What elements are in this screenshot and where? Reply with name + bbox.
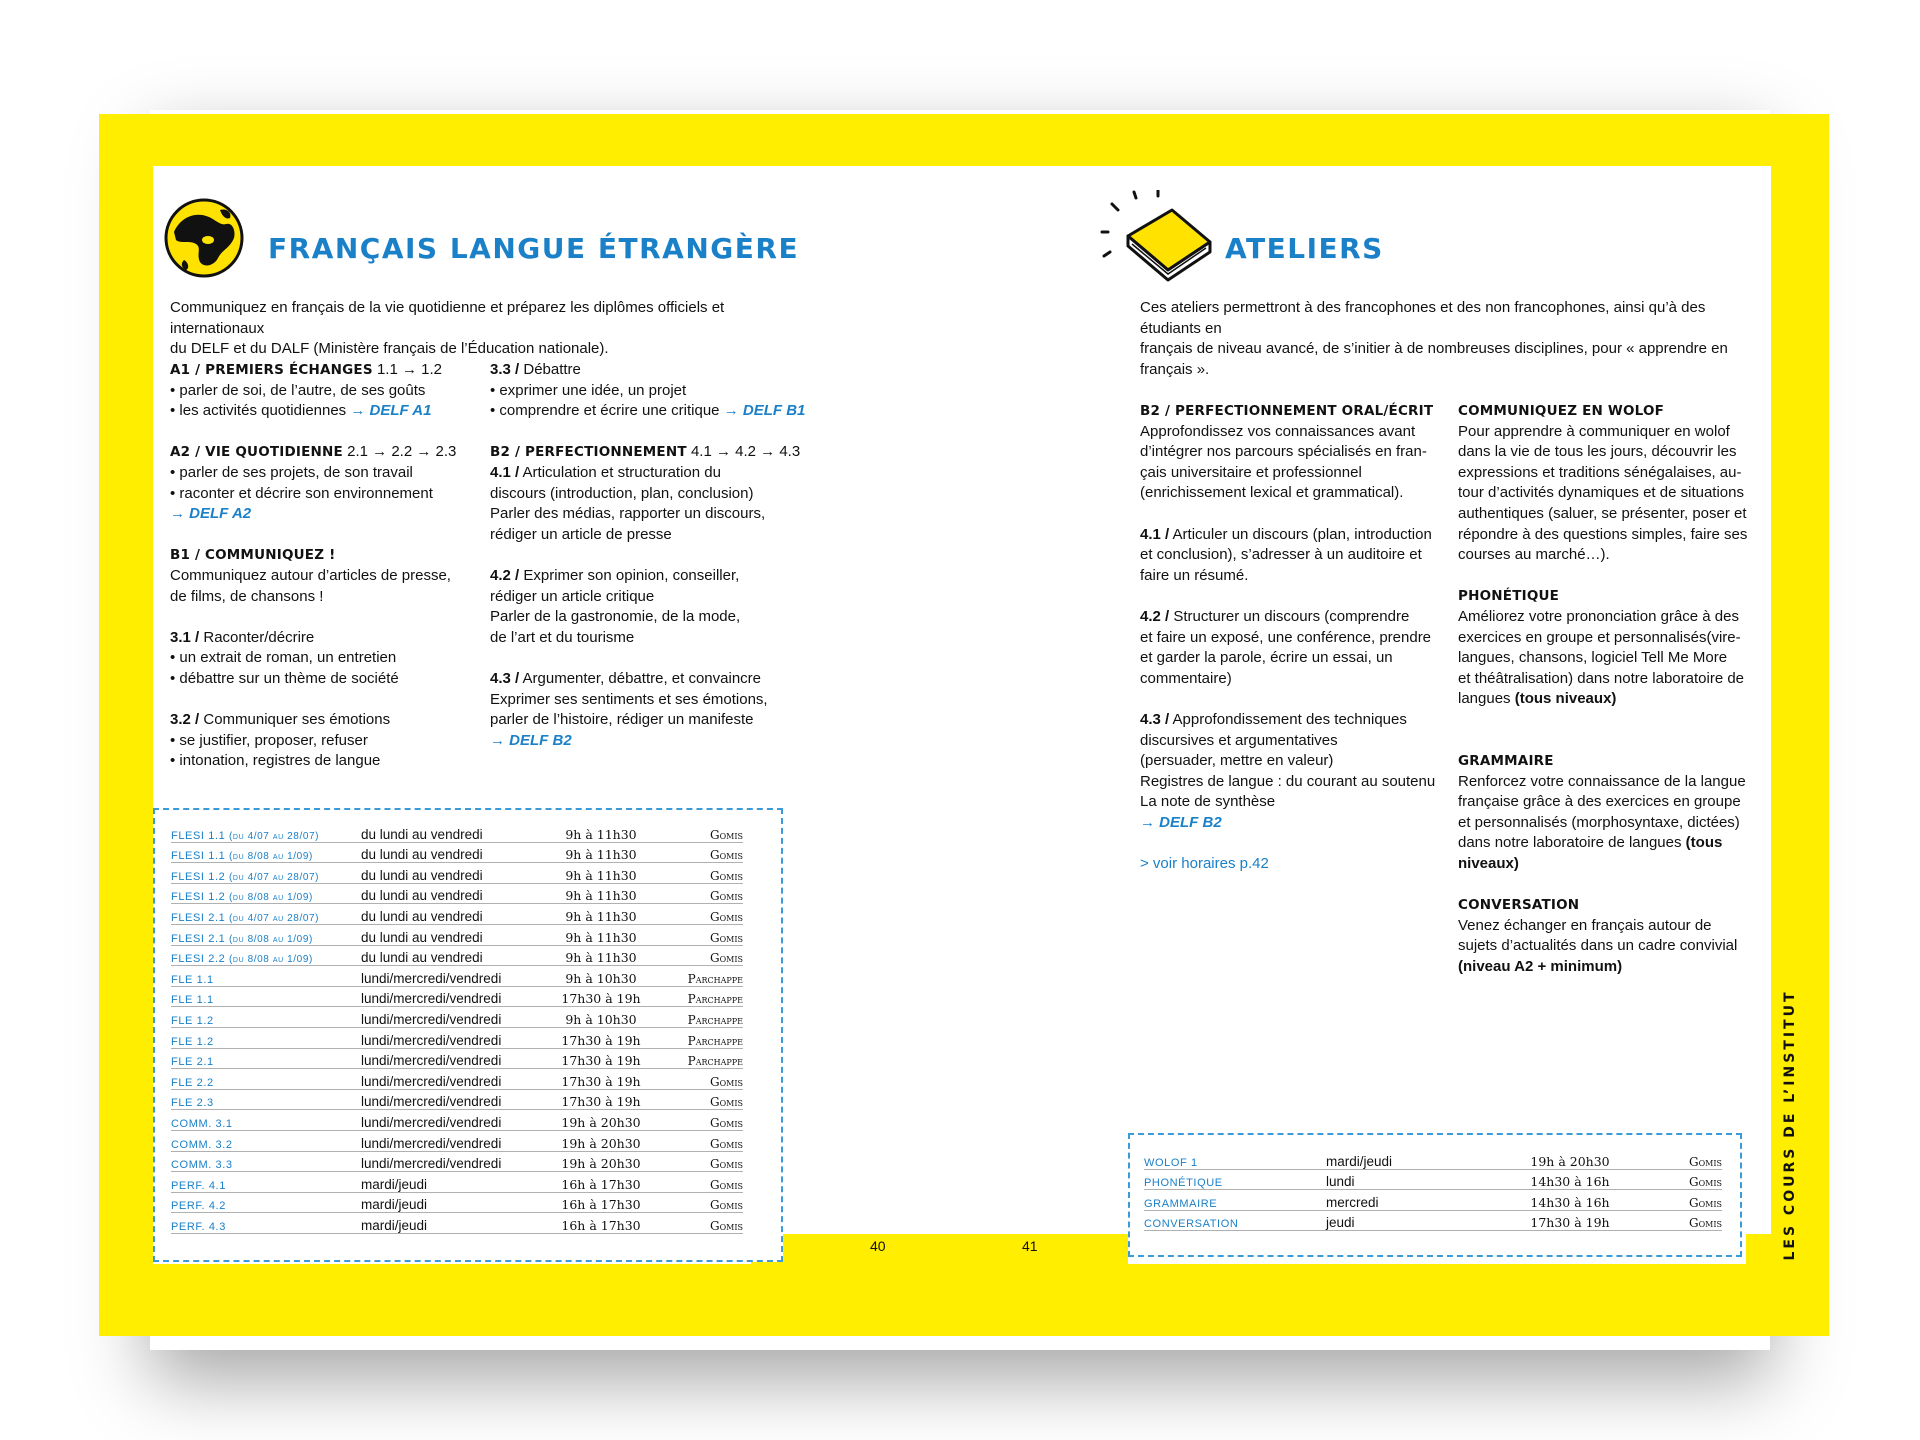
a1-line: • parler de soi, de l’autre, de ses goûts (170, 381, 426, 399)
s42-line: de l’art et du tourisme (490, 628, 635, 646)
course-time: 16h à 17h30 (541, 1192, 661, 1213)
a2-line: • parler de ses projets, de son travail (170, 463, 413, 481)
course-teacher: Parchappe (661, 1027, 743, 1048)
schedule-row (171, 1048, 743, 1069)
course-code-text: PERF. 4.2 (171, 1200, 226, 1213)
globe-icon (160, 196, 256, 280)
left-column-2 (490, 360, 810, 751)
course-days: mardi/jeudi (1326, 1149, 1496, 1169)
course-days: du lundi au vendredi (361, 863, 541, 884)
sidebar-label: LES COURS DE L’INSTITUT (1782, 989, 1798, 1261)
grammaire-level: (tous (1685, 834, 1723, 852)
schedule-row (171, 1027, 743, 1048)
s43-line: parler de l’histoire, rédiger un manifeste (490, 711, 754, 729)
course-code (171, 883, 361, 904)
schedule-row (171, 966, 743, 987)
s41-line: discours (introduction, plan, conclusion) (490, 484, 754, 502)
grammaire-heading: GRAMMAIRE (1458, 753, 1554, 770)
course-code (171, 945, 361, 966)
schedule-row (171, 924, 743, 945)
course-code-text: FLESI 2.1 (171, 932, 226, 945)
conversation-line: sujets d’actualités dans un cadre convivial (1458, 937, 1738, 955)
s32-number: 3.2 / (170, 711, 200, 729)
course-days: mardi/jeudi (361, 1172, 541, 1193)
schedule-row (1144, 1169, 1722, 1190)
schedule-row (171, 1151, 743, 1172)
s43-number: 4.3 / (490, 669, 520, 687)
schedule-row (171, 1172, 743, 1193)
conversation-level: (niveau A2 + minimum) (1458, 958, 1623, 976)
section-sidebar (1776, 989, 1804, 1261)
s42-line: rédiger un article critique (490, 587, 655, 605)
course-days: lundi/mercredi/vendredi (361, 1151, 541, 1172)
r-s43-line: (persuader, mettre en valeur) (1140, 752, 1334, 770)
b2-heading: B2 / PERFECTIONNEMENT (490, 444, 687, 461)
schedule-row (1144, 1210, 1722, 1231)
course-time: 9h à 11h30 (541, 822, 661, 842)
course-time: 16h à 17h30 (541, 1213, 661, 1234)
schedule-row (171, 945, 743, 966)
phonetique-line: langues, chansons, logiciel Tell Me More (1458, 649, 1728, 667)
course-days: jeudi (1326, 1210, 1496, 1231)
course-teacher: Gomis (661, 1089, 743, 1110)
course-time: 19h à 20h30 (541, 1110, 661, 1131)
page-number-left: 40 (870, 1238, 886, 1254)
delf-a2-link[interactable]: → DELF A2 (170, 505, 252, 523)
course-time: 9h à 11h30 (541, 863, 661, 884)
r-delf-b2-link[interactable]: → DELF B2 (1140, 813, 1222, 831)
left-schedule-box (153, 808, 783, 1262)
course-time: 17h30 à 19h (541, 986, 661, 1007)
course-time: 17h30 à 19h (1496, 1210, 1644, 1231)
course-time: 19h à 20h30 (541, 1130, 661, 1151)
schedule-row (171, 1089, 743, 1110)
a2-levels: 2.1 → 2.2 → 2.3 (347, 443, 457, 461)
course-code-text: FLE 2.1 (171, 1056, 214, 1069)
course-code (1144, 1169, 1326, 1190)
grammaire-line: Renforcez votre connaissance de la langue (1458, 772, 1746, 790)
a2-line: • raconter et décrire son environnement (170, 484, 433, 502)
b1-heading: B1 / COMMUNIQUEZ ! (170, 547, 336, 564)
s41-title: Articulation et structuration du (519, 463, 721, 481)
r-s43-title: Approfondissement des techniques (1169, 710, 1407, 728)
r-s42-line: commentaire) (1140, 669, 1232, 687)
course-time: 17h30 à 19h (541, 1069, 661, 1090)
s33-line: • comprendre et écrire une critique (490, 402, 720, 420)
course-teacher: Gomis (661, 883, 743, 904)
course-days: lundi/mercredi/vendredi (361, 1007, 541, 1028)
course-time: 9h à 11h30 (541, 945, 661, 966)
course-code (171, 1027, 361, 1048)
s41-line: Parler des médias, rapporter un discours, (490, 505, 766, 523)
course-code (171, 1048, 361, 1069)
b2-levels: 4.1 → 4.2 → 4.3 (690, 443, 801, 461)
course-code (171, 822, 361, 842)
r-s43-number: 4.3 / (1140, 710, 1170, 728)
course-code (171, 863, 361, 884)
course-days: lundi/mercredi/vendredi (361, 966, 541, 987)
left-section-title: FRANÇAIS LANGUE ÉTRANGÈRE (268, 232, 800, 265)
schedule-row (1144, 1190, 1722, 1211)
schedule-row (171, 1007, 743, 1028)
schedule-row (171, 1192, 743, 1213)
grammaire-line: française grâce à des exercices en groupe (1458, 793, 1741, 811)
s31-line: • débattre sur un thème de société (170, 669, 399, 687)
s31-line: • un extrait de roman, un entretien (170, 649, 397, 667)
s43-line: Exprimer ses sentiments et ses émotions, (490, 690, 768, 708)
course-time: 14h30 à 16h (1496, 1169, 1644, 1190)
course-code-text: PERF. 4.3 (171, 1220, 226, 1233)
course-days: du lundi au vendredi (361, 945, 541, 966)
course-code (171, 1151, 361, 1172)
course-teacher: Gomis (1644, 1169, 1722, 1190)
course-dates: (du 4/07 au 28/07) (228, 871, 320, 883)
r-s41-number: 4.1 / (1140, 525, 1170, 543)
right-intro-line: Ces ateliers permettront à des francophones et des non francophones, ainsi qu’à des étudiants en (1140, 299, 1706, 337)
s33-number: 3.3 / (490, 361, 520, 378)
course-code-text: COMM. 3.2 (171, 1138, 233, 1151)
course-code (171, 1110, 361, 1131)
s32-line: • intonation, registres de langue (170, 752, 381, 770)
s41-number: 4.1 / (490, 463, 520, 481)
left-intro-line: Communiquez en français de la vie quotidienne et préparez les diplômes officiels et internationaux (170, 299, 725, 337)
course-code-text: FLE 1.2 (171, 1035, 214, 1048)
course-dates: (du 8/08 au 1/09) (228, 851, 313, 863)
course-teacher: Gomis (661, 1151, 743, 1172)
course-code (171, 1172, 361, 1193)
page-number-right: 41 (1022, 1238, 1038, 1254)
course-time: 19h à 20h30 (541, 1151, 661, 1172)
course-time: 16h à 17h30 (541, 1172, 661, 1193)
course-time: 17h30 à 19h (541, 1089, 661, 1110)
course-days: du lundi au vendredi (361, 842, 541, 863)
horaires-link[interactable]: > voir horaires p.42 (1140, 855, 1269, 873)
course-code (171, 1192, 361, 1213)
schedule-row (1144, 1149, 1722, 1169)
a1-levels: 1.1 → 1.2 (376, 361, 442, 378)
course-dates: (du 8/08 au 1/09) (228, 933, 313, 945)
course-days: lundi/mercredi/vendredi (361, 1048, 541, 1069)
course-days: mercredi (1326, 1190, 1496, 1211)
course-code-text: PHONÉTIQUE (1144, 1177, 1223, 1190)
course-dates: (du 4/07 au 28/07) (228, 830, 320, 842)
s33-title: Débattre (519, 361, 581, 378)
s33-line: • exprimer une idée, un projet (490, 381, 687, 399)
s42-line: Parler de la gastronomie, de la mode, (490, 608, 741, 626)
phonetique-line: et théâtralisation) dans notre laboratoire de (1458, 669, 1745, 687)
a2-heading: A2 / VIE QUOTIDIENNE (170, 444, 343, 461)
r-s42-line: et garder la parole, écrire un essai, un (1140, 649, 1393, 667)
course-days: lundi/mercredi/vendredi (361, 1130, 541, 1151)
r-s42-line: et faire un exposé, une conférence, prendre (1140, 628, 1432, 646)
grammaire-line: dans notre laboratoire de langues (1458, 834, 1686, 852)
right-section-title: ATELIERS (1225, 232, 1384, 265)
course-teacher: Parchappe (661, 1048, 743, 1069)
grammaire-line: et personnalisés (morphosyntaxe, dictées) (1458, 813, 1740, 831)
course-teacher: Gomis (1644, 1190, 1722, 1211)
r-s43-line: Registres de langue : du courant au soutenu (1140, 772, 1436, 790)
schedule-row (171, 863, 743, 884)
right-intro-line: français de niveau avancé, de s’initier à de nombreuses disciplines, pour « apprendre en français ». (1140, 340, 1728, 378)
grammaire-level: niveaux) (1458, 855, 1519, 873)
course-time: 9h à 11h30 (541, 904, 661, 925)
b2-oral-line: d’intégrer nos parcours spécialisés en fran- (1140, 443, 1427, 461)
course-code-text: FLE 1.2 (171, 1014, 214, 1027)
course-teacher: Gomis (661, 822, 743, 842)
phonetique-heading: PHONÉTIQUE (1458, 588, 1560, 605)
course-days: lundi/mercredi/vendredi (361, 986, 541, 1007)
course-code-text: CONVERSATION (1144, 1218, 1239, 1231)
course-teacher: Gomis (661, 1213, 743, 1234)
schedule-row (171, 904, 743, 925)
course-code-text: FLE 1.1 (171, 973, 214, 986)
course-time: 9h à 11h30 (541, 924, 661, 945)
course-code (1144, 1190, 1326, 1211)
right-column-1 (1140, 401, 1440, 875)
r-s41-line: et conclusion), s’adresser à un auditoire et (1140, 546, 1422, 564)
course-code-text: FLESI 2.2 (171, 953, 226, 966)
course-code (171, 986, 361, 1007)
book-icon (1098, 190, 1228, 286)
course-teacher: Gomis (661, 863, 743, 884)
conversation-line: Venez échanger en français autour de (1458, 916, 1712, 934)
wolof-line: courses au marché…). (1458, 546, 1610, 564)
course-days: du lundi au vendredi (361, 883, 541, 904)
course-time: 19h à 20h30 (1496, 1149, 1644, 1169)
course-code (171, 966, 361, 987)
r-s43-line: La note de synthèse (1140, 793, 1276, 811)
b2-oral-line: (enrichissement lexical et grammatical). (1140, 484, 1404, 502)
phonetique-level: (tous niveaux) (1514, 690, 1617, 708)
phonetique-line: exercices en groupe et personnalisés(vire- (1458, 628, 1741, 646)
right-intro (1140, 298, 1760, 380)
course-code (171, 1069, 361, 1090)
course-code-text: FLESI 1.2 (171, 870, 226, 883)
course-days: du lundi au vendredi (361, 904, 541, 925)
course-teacher: Gomis (1644, 1149, 1722, 1169)
course-code-text: FLE 1.1 (171, 994, 214, 1007)
s42-title: Exprimer son opinion, conseiller, (519, 566, 740, 584)
course-code-text: WOLOF 1 (1144, 1156, 1198, 1169)
left-schedule-table (171, 822, 743, 1234)
course-dates: (du 8/08 au 1/09) (228, 892, 313, 904)
delf-b1-link[interactable]: → DELF B1 (723, 402, 806, 420)
schedule-row (171, 822, 743, 842)
course-teacher: Gomis (661, 1192, 743, 1213)
course-teacher: Gomis (661, 1172, 743, 1193)
course-teacher: Gomis (661, 1069, 743, 1090)
course-code-text: GRAMMAIRE (1144, 1197, 1218, 1210)
delf-a1-link[interactable]: → DELF A1 (350, 402, 432, 420)
schedule-row (171, 1213, 743, 1234)
left-intro-line: du DELF et du DALF (Ministère français de l’Éducation nationale). (170, 340, 609, 358)
course-code-text: COMM. 3.1 (171, 1117, 233, 1130)
schedule-row (171, 1069, 743, 1090)
s31-number: 3.1 / (170, 628, 200, 646)
course-code-text: FLE 2.3 (171, 1097, 214, 1110)
wolof-line: expressions et traditions sénégalaises, au- (1458, 463, 1742, 481)
schedule-row (171, 986, 743, 1007)
s31-title: Raconter/décrire (199, 628, 315, 646)
course-teacher: Gomis (661, 904, 743, 925)
s32-line: • se justifier, proposer, refuser (170, 731, 368, 749)
course-teacher: Parchappe (661, 966, 743, 987)
wolof-line: Pour apprendre à communiquer en wolof (1458, 422, 1730, 440)
course-code-text: FLESI 1.2 (171, 891, 226, 904)
course-code (171, 1213, 361, 1234)
course-teacher: Gomis (1644, 1210, 1722, 1231)
phonetique-line: Améliorez votre prononciation grâce à des (1458, 607, 1739, 625)
right-schedule-table (1144, 1149, 1722, 1231)
course-time: 17h30 à 19h (541, 1027, 661, 1048)
course-time: 9h à 11h30 (541, 842, 661, 863)
course-time: 14h30 à 16h (1496, 1190, 1644, 1211)
course-code-text: COMM. 3.3 (171, 1159, 233, 1172)
course-dates: (du 4/07 au 28/07) (228, 912, 320, 924)
left-intro (170, 298, 810, 360)
right-schedule-box (1128, 1133, 1742, 1257)
course-days: lundi/mercredi/vendredi (361, 1110, 541, 1131)
b1-line: de films, de chansons ! (170, 587, 324, 605)
phonetique-line: langues (1458, 690, 1515, 708)
course-days: lundi/mercredi/vendredi (361, 1069, 541, 1090)
b2-oral-line: çais universitaire et professionnel (1140, 463, 1362, 481)
b2-oral-heading: B2 / PERFECTIONNEMENT ORAL/ÉCRIT (1140, 403, 1434, 419)
course-code (171, 1130, 361, 1151)
course-code (171, 904, 361, 925)
course-days: lundi/mercredi/vendredi (361, 1089, 541, 1110)
course-teacher: Gomis (661, 842, 743, 863)
course-time: 9h à 10h30 (541, 966, 661, 987)
b2-oral-line: Approfondissez vos connaissances avant (1140, 422, 1416, 440)
course-dates: (du 8/08 au 1/09) (228, 954, 313, 966)
schedule-row (171, 1110, 743, 1131)
s32-title: Communiquer ses émotions (199, 711, 391, 729)
wolof-heading: COMMUNIQUEZ EN WOLOF (1458, 403, 1665, 419)
course-code (171, 924, 361, 945)
r-s42-title: Structurer un discours (comprendre (1169, 607, 1410, 625)
course-time: 9h à 11h30 (541, 883, 661, 904)
right-column-2 (1458, 401, 1758, 978)
r-s42-number: 4.2 / (1140, 607, 1170, 625)
course-code-text: FLE 2.2 (171, 1076, 214, 1089)
wolof-line: dans la vie de tous les jours, découvrir les (1458, 443, 1737, 461)
course-days: du lundi au vendredi (361, 822, 541, 842)
course-code (171, 842, 361, 863)
s42-number: 4.2 / (490, 566, 520, 584)
left-column-1 (170, 360, 480, 772)
course-teacher: Gomis (661, 945, 743, 966)
s41-line: rédiger un article de presse (490, 525, 672, 543)
a1-line: • les activités quotidiennes (170, 402, 347, 420)
schedule-row (171, 883, 743, 904)
course-code-text: FLESI 2.1 (171, 911, 226, 924)
course-code (1144, 1210, 1326, 1231)
course-code (1144, 1149, 1326, 1169)
course-teacher: Gomis (661, 924, 743, 945)
wolof-line: tour d’activités dynamiques et de situations (1458, 484, 1744, 502)
course-teacher: Parchappe (661, 986, 743, 1007)
delf-b2-link[interactable]: → DELF B2 (490, 731, 572, 749)
course-code (171, 1089, 361, 1110)
r-s43-line: discursives et argumentatives (1140, 731, 1338, 749)
course-teacher: Gomis (661, 1130, 743, 1151)
course-teacher: Gomis (661, 1110, 743, 1131)
course-code (171, 1007, 361, 1028)
wolof-line: répondre à des questions simples, faire ses (1458, 525, 1748, 543)
course-code-text: PERF. 4.1 (171, 1179, 226, 1192)
course-code-text: FLESI 1.1 (171, 829, 226, 842)
course-days: mardi/jeudi (361, 1213, 541, 1234)
schedule-row (171, 842, 743, 863)
course-days: lundi (1326, 1169, 1496, 1190)
conversation-heading: CONVERSATION (1458, 897, 1580, 914)
r-s41-line: faire un résumé. (1140, 566, 1249, 584)
course-days: lundi/mercredi/vendredi (361, 1027, 541, 1048)
course-time: 17h30 à 19h (541, 1048, 661, 1069)
course-days: du lundi au vendredi (361, 924, 541, 945)
a1-heading: A1 / PREMIERS ÉCHANGES (170, 362, 373, 378)
course-code-text: FLESI 1.1 (171, 850, 226, 863)
course-teacher: Parchappe (661, 1007, 743, 1028)
b1-line: Communiquez autour d’articles de presse, (170, 566, 451, 584)
s43-title: Argumenter, débattre, et convaincre (519, 669, 761, 687)
wolof-line: authentiques (saluer, se présenter, poser et (1458, 504, 1747, 522)
schedule-row (171, 1130, 743, 1151)
course-time: 9h à 10h30 (541, 1007, 661, 1028)
r-s41-title: Articuler un discours (plan, introduction (1169, 525, 1432, 543)
course-days: mardi/jeudi (361, 1192, 541, 1213)
